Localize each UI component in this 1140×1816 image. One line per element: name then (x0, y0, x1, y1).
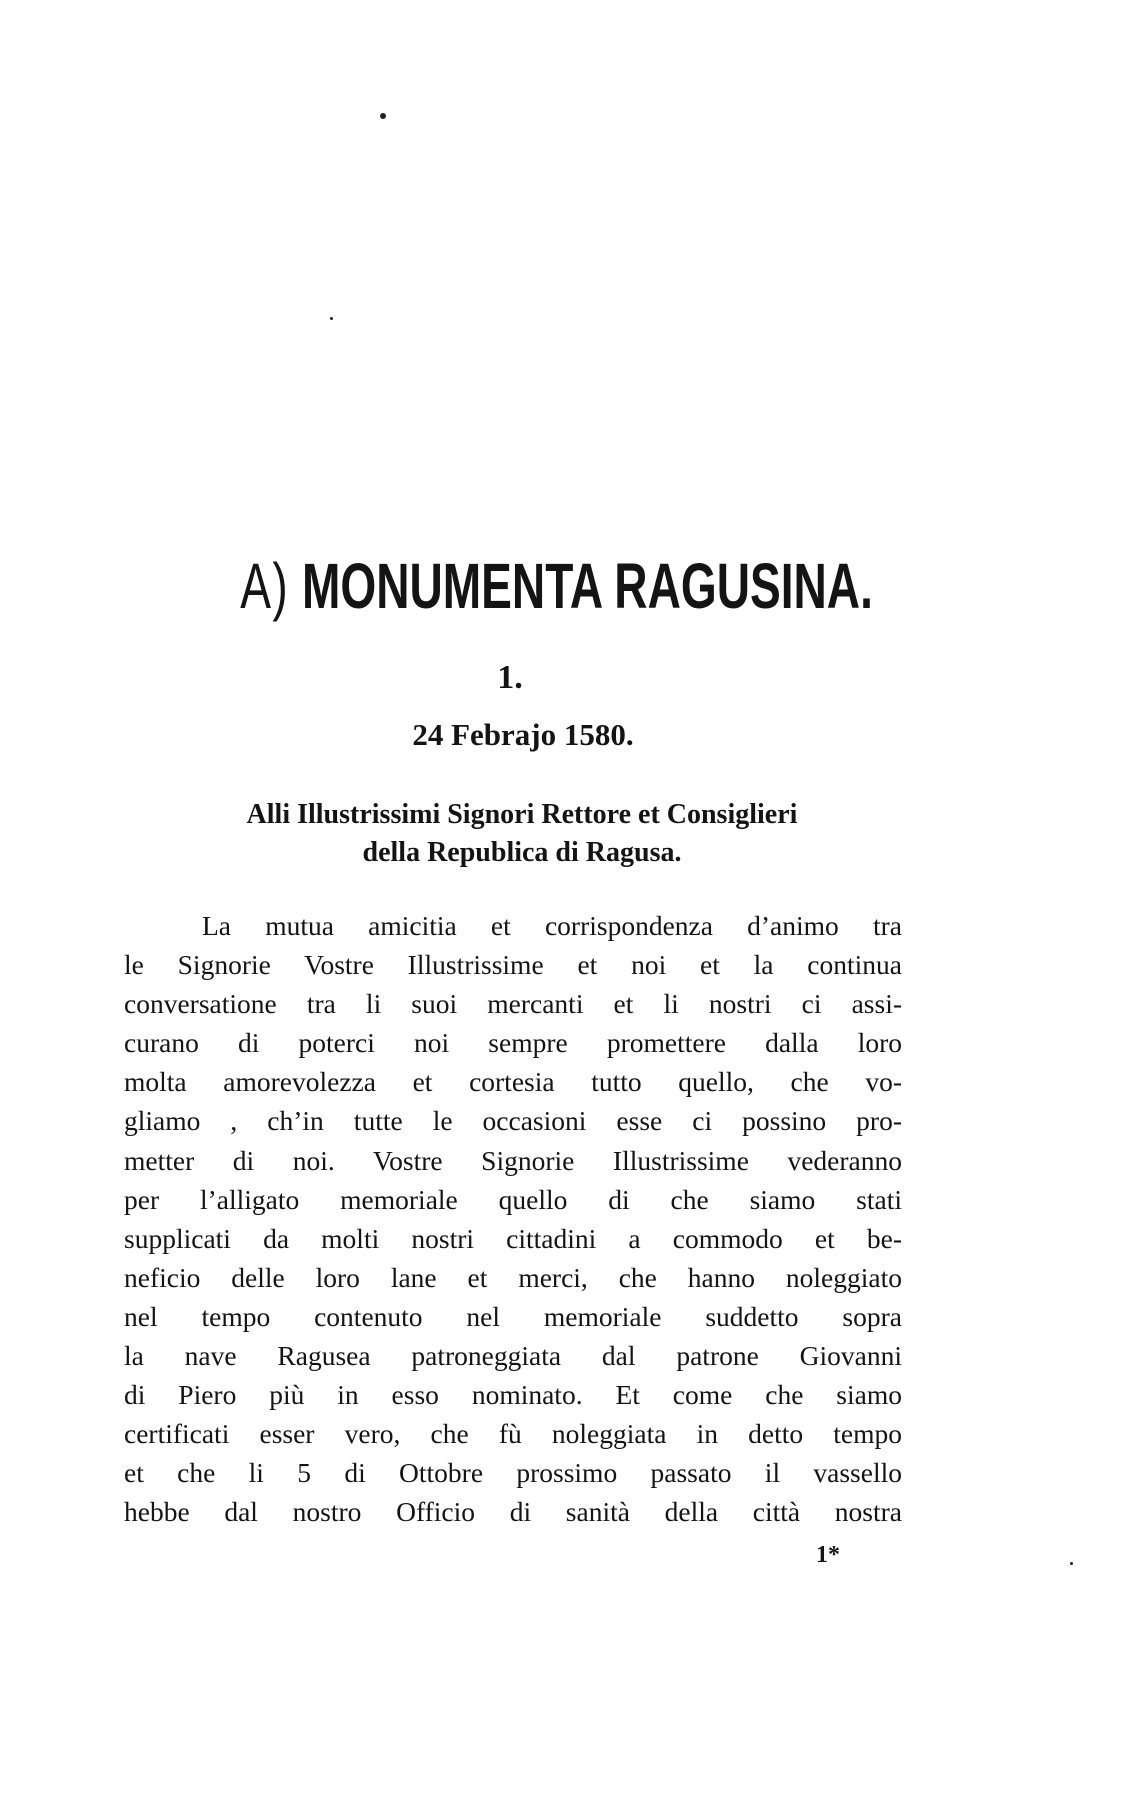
signature-mark: 1* (816, 1542, 840, 1568)
body-line: gliamo , ch’in tutte le occasioni esse ci possino pro- (124, 1105, 902, 1137)
body-line: certificati esser vero, che fù noleggiata in detto tempo (124, 1418, 902, 1450)
body-line: et che li 5 di Ottobre prossimo passato il vassello (124, 1457, 902, 1489)
body-line: per l’alligato memoriale quello di che siamo stati (124, 1183, 902, 1215)
body-line: la nave Ragusea patroneggiata dal patrone Giovanni (124, 1340, 902, 1372)
letter-body (124, 906, 902, 1532)
address-line-1: Alli Illustrissimi Signori Rettore et Consiglieri (246, 799, 798, 830)
body-line: di Piero più in esso nominato. Et come che siamo (124, 1379, 902, 1411)
body-line: supplicati da molti nostri cittadini a commodo et be- (124, 1222, 902, 1254)
document-number: 1. (497, 659, 523, 696)
body-line: conversatione tra li suoi mercanti et li nostri ci assi- (124, 988, 902, 1020)
document-date: 24 Febrajo 1580. (412, 717, 634, 752)
body-line: nel tempo contenuto nel memoriale suddetto sopra (124, 1300, 902, 1332)
body-line: metter di noi. Vostre Signorie Illustrissime vederanno (124, 1144, 902, 1176)
body-line: La mutua amicitia et corrispondenza d’animo tra (202, 910, 902, 941)
section-title: MONUMENTA RAGUSINA. (302, 550, 873, 622)
section-heading (146, 546, 967, 626)
body-line: curano di poterci noi sempre promettere dalla loro (124, 1027, 902, 1059)
address-block (142, 796, 902, 872)
body-line: molta amorevolezza et cortesia tutto quello, che vo- (124, 1066, 902, 1098)
page-speck (380, 113, 386, 119)
body-line: hebbe dal nostro Officio di sanità della città nostra (124, 1496, 902, 1528)
page-speck (330, 317, 333, 320)
body-line: le Signorie Vostre Illustrissime et noi et la continua (124, 949, 902, 981)
address-line-2: della Republica di Ragusa. (362, 837, 682, 868)
section-label: A) (240, 550, 290, 622)
page-speck (1070, 1562, 1073, 1565)
body-line: neficio delle loro lane et merci, che hanno noleggiato (124, 1261, 902, 1293)
